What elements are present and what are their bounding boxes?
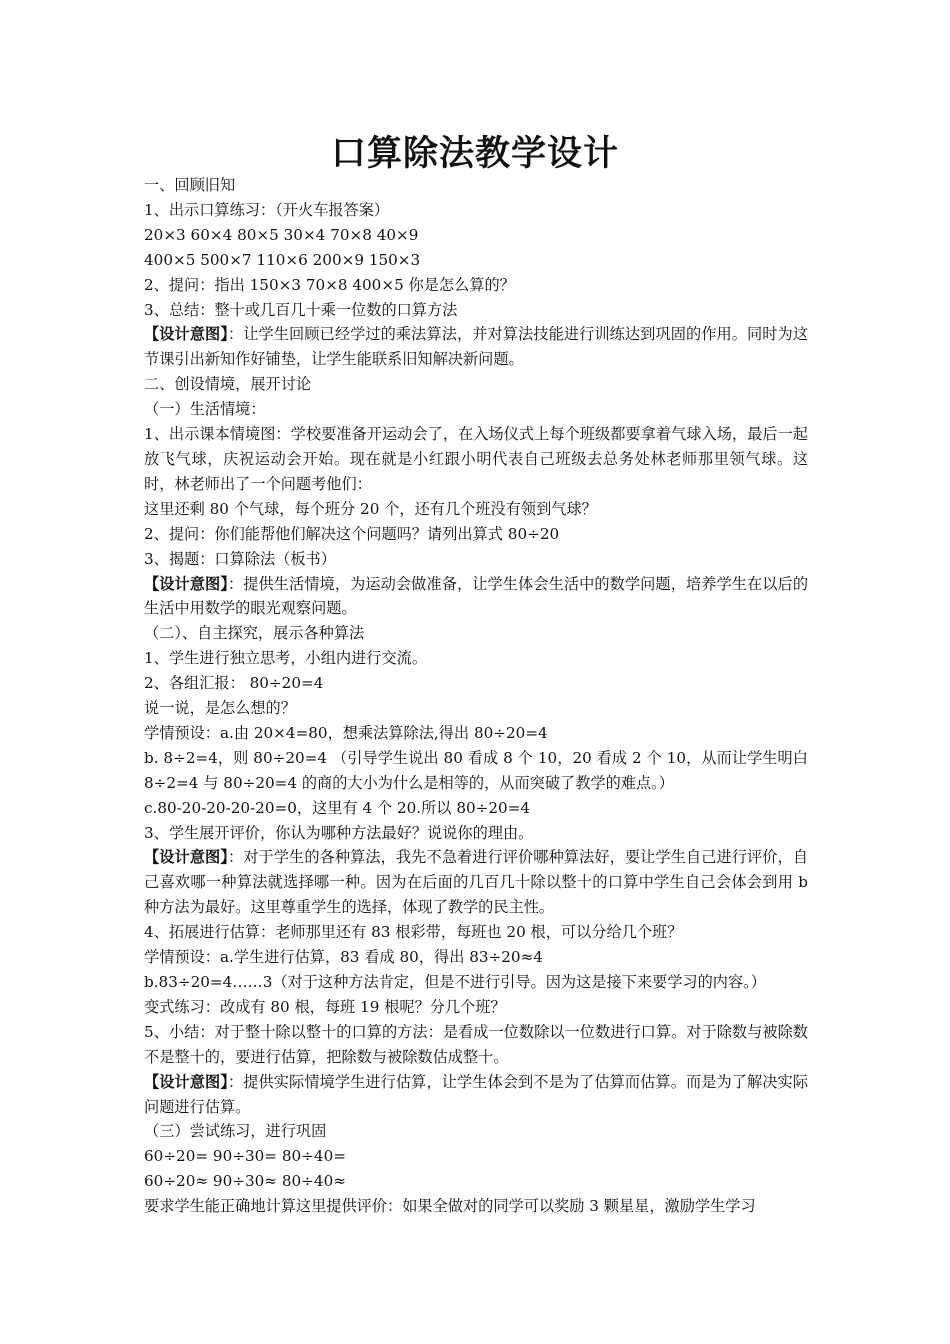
design-intent-label: 【设计意图】	[144, 574, 228, 593]
subsection-heading: （一）生活情境：	[144, 400, 266, 419]
section-heading: 二、创设情境，展开讨论	[144, 375, 312, 394]
text-line: 20×3 60×4 80×5 30×4 70×8 40×9	[144, 225, 419, 244]
design-intent-text: ：提供生活情境，为运动会做准备，让学生体会生活中的数学问题，培养学生在以后的生活中用数学的眼光观察问题。	[144, 574, 808, 618]
text-line: 400×5 500×7 110×6 200×9 150×3	[144, 250, 421, 269]
text-line: 60÷20≈ 90÷30≈ 80÷40≈	[144, 1172, 346, 1191]
design-intent-paragraph	[144, 322, 808, 372]
design-intent-label: 【设计意图】	[144, 325, 228, 344]
text-line: 1、学生进行独立思考，小组内进行交流。	[144, 649, 428, 668]
subsection-heading: （三）尝试练习，进行巩固	[144, 1122, 327, 1141]
design-intent-paragraph	[144, 845, 808, 920]
text-line: 3、总结：整十或几百几十乘一位数的口算方法	[144, 300, 458, 319]
design-intent-label: 【设计意图】	[144, 1072, 228, 1091]
text-line: c.80-20-20-20-20=0，这里有 4 个 20.所以 80÷20=4	[144, 798, 531, 817]
text-line: 3、揭题：口算除法（板书）	[144, 549, 336, 568]
text-line: 1、出示口算练习：（开火车报答案）	[144, 200, 390, 219]
text-line: 学情预设：a.由 20×4=80，想乘法算除法,得出 80÷20=4	[144, 723, 548, 742]
design-intent-label: 【设计意图】	[144, 848, 228, 867]
text-line: 60÷20= 90÷30= 80÷40=	[144, 1147, 346, 1166]
text-line: 4、拓展进行估算：老师那里还有 83 根彩带，每班也 20 根，可以分给几个班？	[144, 923, 683, 942]
text-line: 要求学生能正确地计算这里提供评价：如果全做对的同学可以奖励 3 颗星星，激励学生学习	[144, 1197, 756, 1216]
summary-paragraph: 5、小结：对于整十除以整十的口算的方法：是看成一位数除以一位数进行口算。对于除数与被除数不是整十的，要进行估算，把除数与被除数估成整十。	[144, 1022, 808, 1066]
text-line: 3、学生展开评价，你认为哪种方法最好？说说你的理由。	[144, 823, 534, 842]
document-body	[144, 173, 808, 1219]
design-intent-paragraph	[144, 572, 808, 622]
text-line: 2、提问：指出 150×3 70×8 400×5 你是怎么算的？	[144, 275, 515, 294]
text-line: 学情预设：a.学生进行估算，83 看成 80，得出 83÷20≈4	[144, 948, 543, 967]
method-b-paragraph: b. 8÷2=4，则 80÷20=4 （引导学生说出 80 看成 8 个 10，20 看成 2 个 10，从而让学生明白 8÷2=4 与 80÷20=4 的商的大小为什么是相等的，从而突破了教学的难点。）	[144, 748, 808, 792]
text-line: 这里还剩 80 个气球，每个班分 20 个，还有几个班没有领到气球？	[144, 499, 597, 518]
subsection-heading: （二）、自主探究，展示各种算法	[144, 624, 365, 643]
text-line: 说一说，是怎么想的？	[144, 699, 296, 718]
scene-paragraph: 1、出示课本情境图：学校要准备开运动会了，在入场仪式上每个班级都要拿着气球入场，最后一起放飞气球，庆祝运动会开始。现在就是小红跟小明代表自己班级去总务处林老师那里领气球。这时，林老师出了一个问题考他们：	[144, 425, 808, 493]
design-intent-text: ：提供实际情境学生进行估算，让学生体会到不是为了估算而估算。而是为了解决实际问题进行估算。	[144, 1072, 808, 1116]
design-intent-text: ：对于学生的各种算法，我先不急着进行评价哪种算法好，要让学生自己进行评价，自己喜欢哪一种算法就选择哪一种。因为在后面的几百几十除以整十的口算中学生自己会体会到用 b 种方法为最好。这里尊重学生的选择，体现了教学的民主性。	[144, 848, 808, 917]
design-intent-text: ：让学生回顾已经学过的乘法算法，并对算法技能进行训练达到巩固的作用。同时为这节课引出新知作好铺垫，让学生能联系旧知解决新问题。	[144, 325, 808, 369]
text-line: 2、各组汇报： 80÷20=4	[144, 674, 324, 693]
text-line: b.83÷20=4……3（对于这种方法肯定，但是不进行引导。因为这是接下来要学习的内容。）	[144, 973, 766, 991]
page-title: 口算除法教学设计	[330, 134, 619, 174]
text-line: 变式练习：改成有 80 根，每班 19 根呢？分几个班？	[144, 997, 506, 1016]
text-line: 一、回顾旧知	[144, 176, 236, 194]
text-line: 2、提问：你们能帮他们解决这个问题吗？请列出算式 80÷20	[144, 524, 560, 543]
design-intent-paragraph	[144, 1070, 808, 1120]
